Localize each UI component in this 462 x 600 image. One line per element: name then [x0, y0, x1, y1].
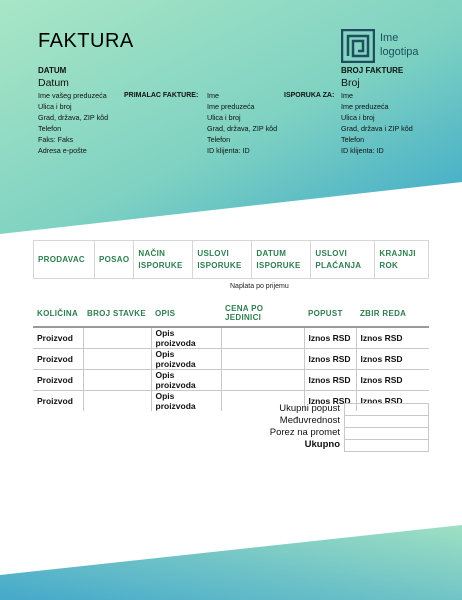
terms-header-cell: PRODAVAC: [34, 241, 95, 279]
recipient-label: PRIMALAC FAKTURE:: [124, 92, 199, 99]
subtotal-label: Međuvrednost: [279, 415, 340, 426]
cell-discount: Iznos RSD: [304, 327, 356, 349]
cell-unit-price: [221, 370, 304, 391]
items-header-cell: OPIS: [151, 302, 221, 327]
items-header-cell: ZBIR REDA: [356, 302, 429, 327]
sales-tax-label: Porez na promet: [269, 427, 340, 438]
cell-description: Opis proizvoda: [151, 370, 221, 391]
cell-quantity: Proizvod: [37, 396, 73, 406]
cell-description: Opis proizvoda: [151, 349, 221, 370]
cell-unit-price: [221, 349, 304, 370]
terms-header-row: [34, 241, 429, 279]
terms-header-cell: POSAO: [95, 241, 134, 279]
logo-name: Ime logotipa: [380, 32, 419, 58]
cell-quantity: Proizvod: [37, 354, 73, 364]
cell-item-number: [83, 370, 151, 391]
total-discount-label: Ukupni popust: [279, 403, 340, 414]
terms-header-cell: DATUM ISPORUKE: [252, 241, 311, 279]
cell-unit-price: [221, 327, 304, 349]
terms-header-cell: USLOVI ISPORUKE: [193, 241, 252, 279]
cell-quantity: Proizvod: [33, 327, 83, 349]
cell-description: Opis proizvoda: [151, 327, 221, 349]
subtotal-field[interactable]: [344, 416, 429, 428]
totals-labels: [180, 403, 340, 451]
cell-discount: Iznos RSD: [304, 370, 356, 391]
sales-tax-field[interactable]: [344, 428, 429, 440]
grand-total-label: Ukupno: [304, 439, 340, 450]
cell-item-number: [83, 327, 151, 349]
terms-header-cell: KRAJNJI ROK: [375, 241, 429, 279]
terms-table: [33, 240, 429, 279]
sender-address: Ime vašeg preduzeća Ulica i broj Grad, država, ZIP kôd Telefon Faks: Faks Adresa e-pošte: [38, 91, 109, 155]
cell-item-number: [83, 349, 151, 370]
cell-line-total: Iznos RSD: [356, 391, 429, 412]
items-header-row: [33, 302, 429, 327]
recipient-address: Ime Ime preduzeća Ulica i broj Grad, država, ZIP kôd Telefon ID klijenta: ID: [207, 91, 278, 155]
table-row: [33, 327, 429, 349]
date-value: Datum: [38, 77, 69, 89]
terms-header-cell: NAČIN ISPORUKE: [134, 241, 193, 279]
cell-discount: Iznos RSD: [304, 349, 356, 370]
items-header-cell: POPUST: [304, 302, 356, 327]
shipping-address: Ime Ime preduzeća Ulica i broj Grad, država i ZIP kôd Telefon ID klijenta: ID: [341, 91, 413, 155]
invoice-number-value: Broj: [341, 77, 360, 89]
maze-icon: [341, 29, 375, 63]
invoice-number-label: BROJ FAKTURE: [341, 66, 404, 75]
items-header-cell: CENA PO JEDINICI: [221, 302, 304, 327]
cell-description: Opis proizvoda: [151, 391, 221, 412]
grand-total-field[interactable]: [344, 440, 429, 452]
items-table: [33, 302, 429, 411]
shipping-label: ISPORUKA ZA:: [284, 92, 335, 99]
table-row: [33, 370, 429, 391]
cell-line-total: Iznos RSD: [356, 370, 429, 391]
table-row: [33, 349, 429, 370]
items-header-cell: BROJ STAVKE: [83, 302, 151, 327]
cell-line-total: Iznos RSD: [356, 349, 429, 370]
cell-discount: Iznos RSD: [304, 391, 356, 412]
invoice-title: FAKTURA: [38, 30, 134, 52]
totals-value-boxes: [344, 403, 429, 452]
cell-quantity: Proizvod: [33, 370, 83, 391]
cell-line-total: Iznos RSD: [356, 327, 429, 349]
items-header-cell: KOLIČINA: [33, 302, 83, 327]
date-label: DATUM: [38, 66, 67, 75]
cell-item-number: [83, 391, 151, 412]
payment-terms-note: Naplata po prijemu: [230, 283, 289, 290]
terms-header-cell: USLOVI PLAĆANJA: [311, 241, 375, 279]
bottom-gradient-band: [0, 525, 462, 600]
total-discount-field[interactable]: [344, 403, 429, 416]
